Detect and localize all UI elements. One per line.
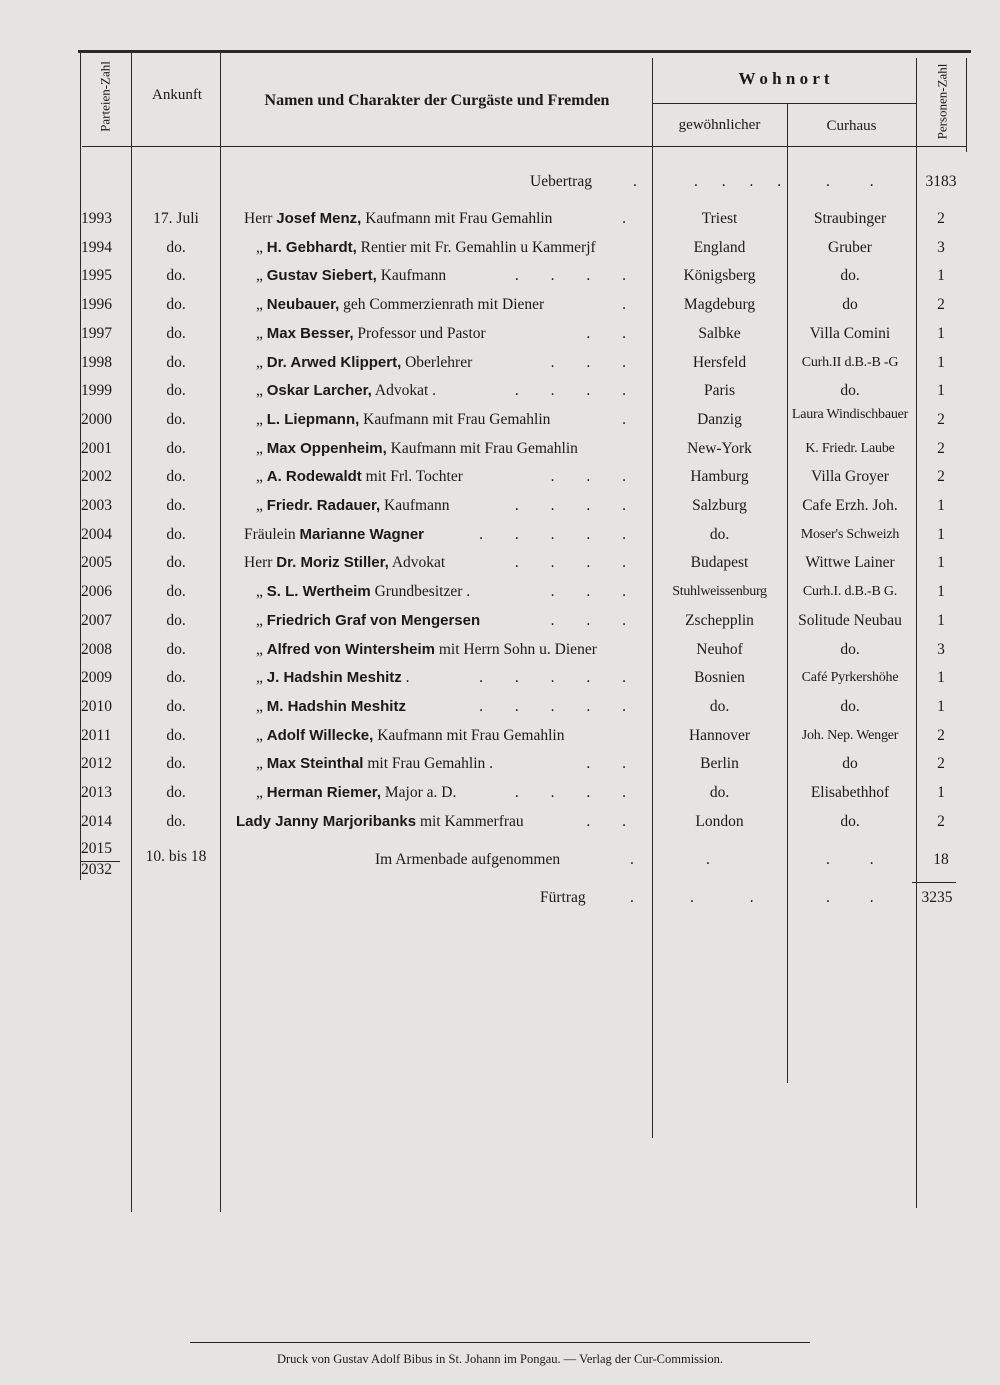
person-count: 2 bbox=[937, 439, 945, 457]
table-row bbox=[0, 468, 1000, 497]
party-number: 1994 bbox=[81, 238, 112, 256]
guest-description: Grundbesitzer . bbox=[374, 583, 471, 601]
top-rule bbox=[78, 50, 971, 53]
guest-entry bbox=[224, 440, 684, 458]
table-row bbox=[0, 755, 1000, 784]
guest-description: Kaufmann mit Frau Gemahlin bbox=[390, 439, 578, 457]
armenbad-personen: 18 bbox=[933, 851, 949, 868]
home-town: Neuhof bbox=[696, 640, 743, 658]
arrival-date: do. bbox=[166, 410, 186, 428]
guest-name: Oskar Larcher, bbox=[266, 382, 372, 400]
arrival-date: do. bbox=[166, 267, 186, 285]
table-row bbox=[0, 325, 1000, 354]
guest-prefix: „ bbox=[256, 468, 263, 486]
row-dots: . . . . bbox=[514, 382, 640, 400]
guest-name: H. Gebhardt, bbox=[266, 238, 357, 256]
home-town: do. bbox=[709, 697, 730, 715]
guest-description: mit Frau Gemahlin . bbox=[367, 755, 494, 773]
guest-prefix: Herr bbox=[244, 210, 273, 227]
arrival-date: 17. Juli bbox=[153, 210, 199, 227]
armenbad-nr-bottom: 2032 bbox=[81, 861, 112, 878]
uebertrag-dots-wohnort: . . . . bbox=[694, 173, 792, 190]
spa-lodging: Straubinger bbox=[813, 210, 887, 227]
person-count: 1 bbox=[937, 497, 945, 514]
table-row bbox=[0, 784, 1000, 813]
arrival-date: do. bbox=[166, 324, 186, 342]
guest-prefix: „ bbox=[256, 497, 263, 514]
person-count: 2 bbox=[937, 468, 945, 486]
guest-description: Rentier mit Fr. Gemahlin u Kammerjf bbox=[360, 238, 596, 256]
person-count: 1 bbox=[937, 554, 945, 572]
home-town: Magdeburg bbox=[683, 296, 756, 314]
fuertrag-tail: . bbox=[630, 889, 634, 906]
armenbad-ankunft: 10. bis 18 bbox=[145, 848, 207, 865]
person-count: 1 bbox=[937, 784, 945, 801]
row-dots: . bbox=[622, 410, 640, 428]
home-town: New-York bbox=[687, 439, 752, 457]
row-dots: . . . bbox=[550, 611, 640, 629]
person-count: 1 bbox=[937, 382, 945, 400]
person-count: 1 bbox=[937, 267, 945, 285]
guest-name: Max Steinthal bbox=[266, 755, 364, 773]
fuertrag-total: 3235 bbox=[921, 889, 953, 906]
col-line-7 bbox=[966, 58, 967, 152]
arrival-date: do. bbox=[166, 525, 186, 543]
person-count: 1 bbox=[937, 583, 945, 601]
spa-lodging: Cafe Erzh. Joh. bbox=[802, 497, 898, 514]
party-number: 2009 bbox=[81, 669, 112, 687]
guest-name: Dr. Arwed Klippert, bbox=[266, 353, 402, 371]
guest-prefix: „ bbox=[256, 611, 263, 629]
party-number: 2000 bbox=[81, 410, 112, 428]
spa-lodging: do. bbox=[840, 640, 860, 658]
guest-name: Max Oppenheim, bbox=[266, 439, 387, 457]
arrival-date: do. bbox=[166, 296, 186, 314]
table-row bbox=[0, 554, 1000, 583]
spa-lodging: do bbox=[842, 755, 858, 773]
guest-entry bbox=[224, 296, 684, 314]
guest-prefix: „ bbox=[256, 439, 263, 457]
party-number: 2002 bbox=[81, 468, 112, 486]
person-count: 1 bbox=[937, 525, 945, 543]
person-count: 1 bbox=[937, 324, 945, 342]
armenbad-nr-top: 2015 bbox=[81, 840, 112, 857]
guest-description: Kaufmann bbox=[380, 267, 447, 285]
spa-lodging: do. bbox=[840, 697, 860, 715]
row-dots: . . . bbox=[550, 583, 640, 601]
home-town: Königsberg bbox=[683, 267, 756, 285]
person-count: 2 bbox=[937, 410, 945, 428]
printer-imprint: Druck von Gustav Adolf Bibus in St. Johann im Pongau. — Verlag der Cur-Commission. bbox=[276, 1352, 724, 1366]
uebertrag-dots-curhaus: . . bbox=[826, 173, 892, 190]
arrival-date: do. bbox=[166, 497, 186, 514]
guest-description: mit Kammerfrau bbox=[419, 812, 524, 830]
party-number: 2003 bbox=[81, 497, 112, 514]
uebertrag-total: 3183 bbox=[925, 173, 957, 190]
fuertrag-dots-curhaus: . . bbox=[826, 889, 892, 906]
arrival-date: do. bbox=[166, 640, 186, 658]
guest-description: mit Frl. Tochter bbox=[365, 468, 463, 486]
person-count: 2 bbox=[937, 296, 945, 314]
home-town: Salzburg bbox=[692, 497, 747, 514]
guest-description: Professor und Pastor bbox=[357, 324, 486, 342]
guest-name: L. Liepmann, bbox=[266, 410, 360, 428]
row-dots: . . . bbox=[550, 353, 640, 371]
footer-rule bbox=[190, 1342, 810, 1343]
guest-description: Major a. D. bbox=[384, 784, 457, 801]
fuertrag-row bbox=[0, 889, 1000, 918]
spa-lodging: Elisabethhof bbox=[810, 784, 890, 801]
row-dots: . . . . bbox=[514, 784, 640, 801]
guest-name: Gustav Siebert, bbox=[266, 267, 377, 285]
party-number: 2004 bbox=[81, 525, 112, 543]
home-town: Bosnien bbox=[694, 669, 745, 687]
spa-lodging: do. bbox=[840, 267, 860, 285]
guest-description: Kaufmann mit Frau Gemahlin bbox=[363, 410, 551, 428]
guest-prefix: „ bbox=[256, 238, 263, 256]
arrival-date: do. bbox=[166, 238, 186, 256]
guest-prefix: „ bbox=[256, 296, 263, 314]
row-dots: . . . . . bbox=[479, 697, 640, 715]
home-town: Hamburg bbox=[690, 468, 749, 486]
arrival-date: do. bbox=[166, 611, 186, 629]
row-dots: . . . . . bbox=[479, 525, 640, 543]
row-dots: . . bbox=[586, 324, 640, 342]
guest-description: Advokat bbox=[391, 554, 446, 572]
table-row bbox=[0, 497, 1000, 526]
table-row bbox=[0, 526, 1000, 555]
party-number: 1996 bbox=[81, 296, 112, 314]
spa-lodging: Villa Groyer bbox=[811, 468, 889, 486]
table-row bbox=[0, 267, 1000, 296]
arrival-date: do. bbox=[166, 439, 186, 457]
home-town: Zschepplin bbox=[685, 611, 754, 629]
guest-description: Kaufmann mit Frau Gemahlin bbox=[365, 210, 553, 227]
party-number: 1995 bbox=[81, 267, 112, 285]
home-town: Hannover bbox=[688, 726, 751, 744]
guest-prefix: „ bbox=[256, 324, 263, 342]
guest-prefix: Fräulein bbox=[244, 525, 296, 543]
arrival-date: do. bbox=[166, 554, 186, 572]
party-number: 2001 bbox=[81, 439, 112, 457]
row-dots: . . . . bbox=[514, 267, 640, 285]
guest-name: J. Hadshin Meshitz bbox=[266, 669, 402, 687]
home-town: Salbke bbox=[698, 324, 741, 342]
fuertrag-label: Fürtrag bbox=[540, 889, 586, 906]
table-row bbox=[0, 210, 1000, 239]
person-count: 1 bbox=[937, 697, 945, 715]
guest-prefix: „ bbox=[256, 410, 263, 428]
header-rule bbox=[82, 146, 966, 147]
row-dots: . . . bbox=[550, 468, 640, 486]
guest-entry bbox=[224, 641, 684, 659]
guest-name: Lady Janny Marjoribanks bbox=[236, 812, 417, 830]
arrival-date: do. bbox=[166, 755, 186, 773]
table-row bbox=[0, 406, 1000, 440]
header-wohnort: W o h n o r t bbox=[738, 69, 830, 88]
row-dots: . . . . . bbox=[479, 669, 640, 687]
table-row bbox=[0, 612, 1000, 641]
table-row bbox=[0, 813, 1000, 842]
spa-lodging: do. bbox=[840, 382, 860, 400]
party-number: 2012 bbox=[81, 755, 112, 773]
spa-lodging: Curh.I. d.B.-B G. bbox=[802, 584, 898, 600]
home-town: Budapest bbox=[690, 554, 749, 572]
guest-description: Kaufmann mit Frau Gemahlin bbox=[377, 726, 565, 744]
header-namen: Namen und Charakter der Curgäste und Fremden bbox=[264, 92, 610, 109]
home-town: England bbox=[693, 238, 746, 256]
armenbad-dots-curhaus: . . bbox=[826, 851, 892, 868]
armenbad-text: Im Armenbade aufgenommen bbox=[375, 851, 561, 868]
row-dots: . bbox=[622, 210, 640, 227]
guest-name: Friedr. Radauer, bbox=[266, 497, 381, 514]
uebertrag-tail: . bbox=[633, 173, 637, 190]
party-number: 2013 bbox=[81, 784, 112, 801]
row-dots: . . . . bbox=[514, 554, 640, 572]
person-count: 2 bbox=[937, 755, 945, 773]
guest-description: Advokat . bbox=[374, 382, 437, 400]
table-row bbox=[0, 698, 1000, 727]
row-dots: . . bbox=[586, 812, 640, 830]
person-count: 3 bbox=[937, 238, 945, 256]
guest-prefix: „ bbox=[256, 755, 263, 773]
guest-name: Friedrich Graf von Mengersen bbox=[266, 611, 481, 629]
guest-prefix: „ bbox=[256, 267, 263, 285]
guest-prefix: „ bbox=[256, 382, 263, 400]
armenbad-row bbox=[0, 840, 1000, 888]
party-number: 2014 bbox=[81, 812, 112, 830]
home-town: Danzig bbox=[697, 410, 742, 428]
spa-lodging: K. Friedr. Laube bbox=[805, 440, 895, 456]
home-town: do. bbox=[709, 525, 730, 543]
spa-lodging: Solitude Neubau bbox=[798, 611, 902, 629]
home-town: Triest bbox=[701, 210, 738, 227]
guest-description: Kaufmann bbox=[384, 497, 450, 514]
guest-prefix: „ bbox=[256, 784, 263, 801]
guest-prefix: Herr bbox=[244, 554, 273, 572]
party-number: 2011 bbox=[81, 726, 112, 744]
uebertrag-label: Uebertrag bbox=[530, 173, 592, 190]
person-count: 2 bbox=[937, 210, 945, 227]
arrival-date: do. bbox=[166, 726, 186, 744]
guest-prefix: „ bbox=[256, 669, 263, 687]
guest-name: S. L. Wertheim bbox=[266, 583, 371, 601]
guest-entry bbox=[224, 411, 684, 429]
guest-name: Alfred von Wintersheim bbox=[266, 640, 435, 658]
sum-rule bbox=[912, 882, 956, 883]
spa-lodging: do. bbox=[840, 812, 860, 830]
guest-name: Max Besser, bbox=[266, 324, 354, 342]
guest-name: Marianne Wagner bbox=[299, 525, 424, 543]
spa-lodging: Café Pyrkershöhe bbox=[801, 670, 899, 686]
person-count: 2 bbox=[937, 812, 945, 830]
row-dots: . . . . bbox=[514, 497, 640, 514]
party-number: 2005 bbox=[81, 554, 112, 572]
guest-name: Dr. Moriz Stiller, bbox=[276, 554, 389, 572]
guest-name: Herman Riemer, bbox=[266, 784, 381, 801]
arrival-date: do. bbox=[166, 583, 186, 601]
guest-prefix: „ bbox=[256, 640, 263, 658]
spa-lodging: Wittwe Lainer bbox=[805, 554, 895, 572]
guest-entry bbox=[224, 210, 672, 228]
spa-lodging: Curh.II d.B.-B -G bbox=[801, 354, 899, 370]
spa-lodging: Moser's Schweizh bbox=[800, 526, 900, 542]
table-row bbox=[0, 669, 1000, 698]
spa-lodging: Villa Comini bbox=[809, 324, 891, 342]
arrival-date: do. bbox=[166, 468, 186, 486]
guest-name: Josef Menz, bbox=[276, 210, 362, 227]
guest-name: A. Rodewaldt bbox=[266, 468, 362, 486]
header-parteien-zahl: Parteien-Zahl bbox=[97, 61, 113, 132]
guest-prefix: „ bbox=[256, 697, 263, 715]
arrival-date: do. bbox=[166, 353, 186, 371]
home-town: Paris bbox=[704, 382, 735, 400]
arrival-date: do. bbox=[166, 812, 186, 830]
header-gewoehnlicher: gewöhnlicher bbox=[678, 117, 761, 133]
guest-prefix: „ bbox=[256, 726, 263, 744]
table-row bbox=[0, 239, 1000, 268]
guest-name: Adolf Willecke, bbox=[266, 726, 374, 744]
uebertrag-row bbox=[0, 173, 1000, 202]
guest-description: mit Herrn Sohn u. Diener bbox=[438, 640, 597, 658]
spa-lodging: do bbox=[842, 296, 858, 314]
table-row bbox=[0, 354, 1000, 383]
table-row bbox=[0, 727, 1000, 756]
person-count: 2 bbox=[937, 726, 945, 744]
row-dots: . bbox=[622, 296, 640, 314]
fuertrag-dots-wohnort: . . bbox=[690, 889, 780, 906]
spa-lodging: Laura Windischbauer bbox=[791, 406, 909, 422]
guest-name: M. Hadshin Meshitz bbox=[266, 697, 406, 715]
arrival-date: do. bbox=[166, 669, 186, 687]
home-town: do. bbox=[709, 784, 730, 801]
party-number: 2008 bbox=[81, 640, 112, 658]
guest-name: Neubauer, bbox=[266, 296, 340, 314]
header-personen-zahl: Personen-Zahl bbox=[934, 63, 950, 140]
home-town: Hersfeld bbox=[692, 353, 747, 371]
person-count: 1 bbox=[937, 669, 945, 687]
home-town: Stuhlweissenburg bbox=[672, 584, 767, 600]
spa-lodging: Gruber bbox=[828, 238, 872, 256]
guest-description: . bbox=[405, 669, 410, 687]
wohnort-sub-rule bbox=[652, 103, 916, 104]
table-row bbox=[0, 296, 1000, 325]
party-number: 1999 bbox=[81, 382, 112, 400]
header-ankunft: Ankunft bbox=[152, 87, 202, 103]
armenbad-tail: . bbox=[630, 851, 634, 868]
guest-prefix: „ bbox=[256, 583, 263, 601]
guest-description: Oberlehrer bbox=[405, 353, 473, 371]
arrival-date: do. bbox=[166, 784, 186, 801]
person-count: 1 bbox=[937, 611, 945, 629]
party-number: 1993 bbox=[81, 210, 112, 227]
arrival-date: do. bbox=[166, 697, 186, 715]
arrival-date: do. bbox=[166, 382, 186, 400]
party-number: 2010 bbox=[81, 697, 112, 715]
home-town: Berlin bbox=[700, 755, 739, 773]
row-dots: . . bbox=[586, 755, 640, 773]
home-town: London bbox=[695, 812, 744, 830]
person-count: 3 bbox=[937, 640, 945, 658]
table-row bbox=[0, 641, 1000, 670]
spa-lodging: Joh. Nep. Wenger bbox=[801, 727, 899, 743]
guest-entry bbox=[224, 239, 684, 257]
person-count: 1 bbox=[937, 353, 945, 371]
party-number: 2007 bbox=[81, 611, 112, 629]
table-row bbox=[0, 440, 1000, 469]
party-number: 1998 bbox=[81, 353, 112, 371]
party-number: 2006 bbox=[81, 583, 112, 601]
guest-description: geh Commerzienrath mit Diener bbox=[343, 296, 545, 314]
guest-entry bbox=[224, 727, 684, 745]
table-row bbox=[0, 583, 1000, 612]
guest-prefix: „ bbox=[256, 353, 263, 371]
armenbad-dots-wohnort: . bbox=[706, 851, 710, 868]
header-curhaus: Curhaus bbox=[826, 118, 877, 134]
party-number: 1997 bbox=[81, 324, 112, 342]
